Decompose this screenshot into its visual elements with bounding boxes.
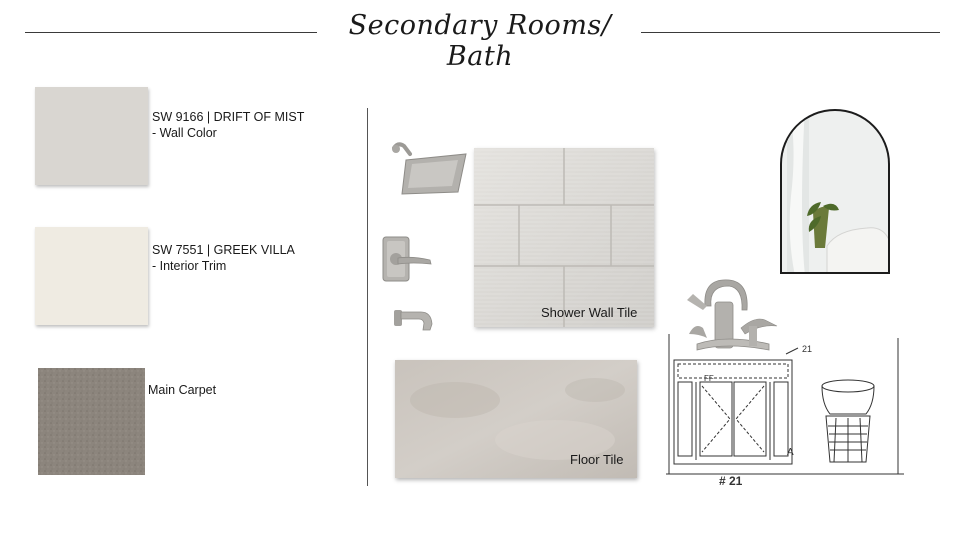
- trim-color-label: [152, 242, 352, 274]
- shower-wall-tile-image: [474, 148, 654, 327]
- vanity-dimension-label: 21: [802, 344, 813, 354]
- carpet-label: Main Carpet: [148, 383, 217, 397]
- shower-wall-tile-label: Shower Wall Tile: [541, 305, 638, 320]
- floor-tile-label: Floor Tile: [570, 452, 624, 467]
- carpet-swatch: [38, 368, 145, 475]
- tub-spout-image: [393, 306, 435, 336]
- wall-color-code: SW 9166 | DRIFT OF MIST: [152, 110, 305, 124]
- wall-color-swatch: [35, 87, 148, 185]
- trim-color-swatch: [35, 227, 148, 325]
- vanity-number-label: # 21: [719, 474, 743, 488]
- shower-valve-image: [382, 236, 434, 282]
- carpet-texture: [38, 368, 145, 475]
- arched-mirror-image: [777, 106, 893, 276]
- title-rule-left: [25, 32, 317, 33]
- vanity-marker-label: A: [787, 447, 794, 458]
- vanity-toilet-drawing: [666, 334, 906, 486]
- vanity-ff-label: FF: [704, 374, 714, 383]
- title-rule-right: [641, 32, 940, 33]
- trim-color-code: SW 7551 | GREEK VILLA: [152, 243, 295, 257]
- column-divider: [367, 108, 368, 486]
- page-title: Secondary Rooms/ Bath: [348, 10, 612, 72]
- trim-color-use: - Interior Trim: [152, 259, 227, 273]
- wall-color-label: [152, 109, 352, 141]
- wall-color-use: - Wall Color: [152, 126, 217, 140]
- shower-head-image: [392, 140, 468, 196]
